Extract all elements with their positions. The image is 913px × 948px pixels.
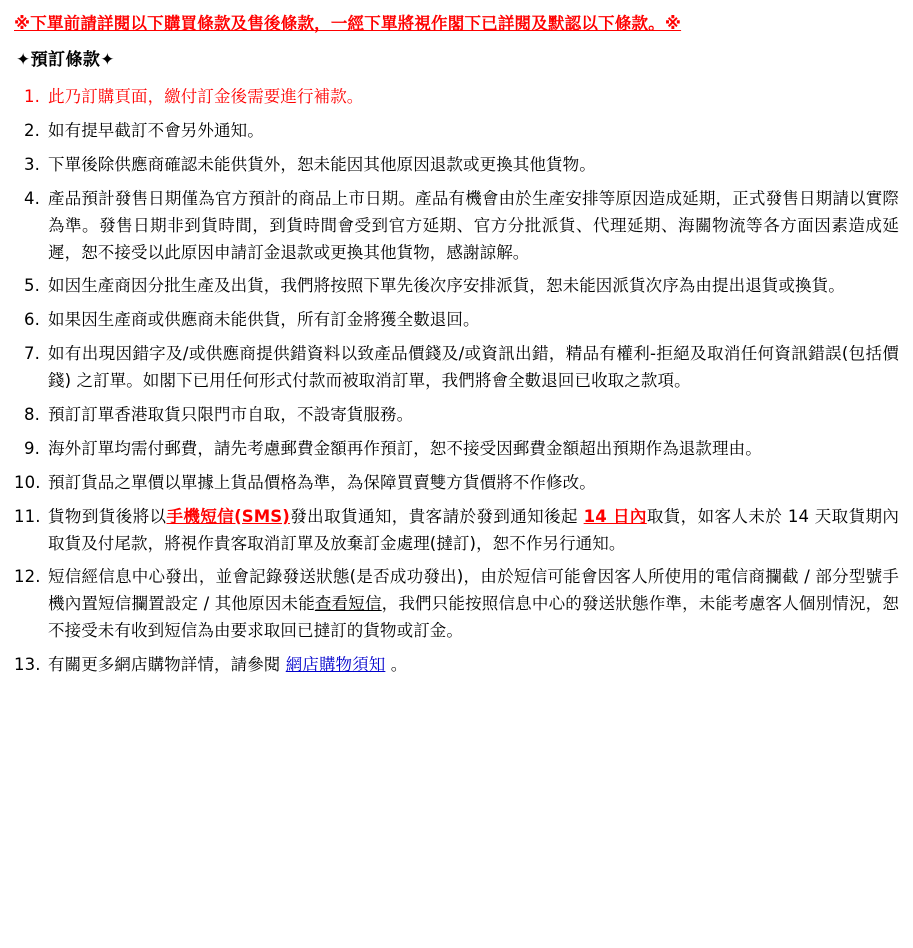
term-item-1 — [14, 84, 899, 111]
term-item-7 — [14, 341, 899, 395]
bottom-spacer — [14, 686, 899, 694]
term-number: 9. — [24, 438, 40, 458]
term-text: 預訂訂單香港取貨只限門市自取，不設寄貨服務。 — [48, 405, 414, 424]
term-number: 6. — [24, 310, 40, 330]
term-number: 13. — [14, 655, 41, 675]
section-title-preorder-terms: ✦預訂條款✦ — [16, 50, 115, 71]
term-item-9 — [14, 436, 899, 463]
term-item-13 — [14, 652, 899, 679]
term-item-10 — [14, 470, 899, 497]
term-text-after: ，我們只能按照信息中心的發送狀態作準，未能考慮客人個別情況，恕不接受未有收到短信為由要求取回已撻訂的貨物或訂金。 — [48, 594, 899, 641]
term-number: 4. — [24, 188, 40, 208]
top-warning-banner: ※下單前請詳閱以下購買條款及售後條款，一經下單將視作閣下已詳閱及默認以下條款。※ — [14, 14, 682, 33]
term-text-after: 。 — [385, 655, 408, 675]
sms-highlight: 手機短信(SMS) — [166, 506, 290, 526]
term-item-12 — [14, 564, 899, 645]
term-text: 產品預計發售日期僅為官方預計的商品上市日期。產品有機會由於生產安排等原因造成延期，正式發售日期請以實際為準。發售日期非到貨時間，到貨時間會受到官方延期、官方分批派貨、代理延期、海關物流等各方面因素造成延遲，恕不接受以此原因申請訂金退款或更換其他貨物，感謝諒解。 — [48, 188, 899, 262]
term-item-5 — [14, 273, 899, 300]
term-number: 3. — [24, 154, 40, 174]
term-number: 10. — [14, 472, 41, 492]
term-item-6 — [14, 307, 899, 334]
shop-notice-link[interactable]: 網店購物須知 — [285, 655, 386, 675]
term-item-8 — [14, 402, 899, 429]
term-number: 5. — [24, 276, 40, 296]
terms-list — [14, 84, 899, 679]
term-number: 7. — [24, 344, 40, 364]
term-text: 預訂貨品之單價以單據上貨品價格為準，為保障買賣雙方貨價將不作修改。 — [48, 472, 596, 492]
term-text: 海外訂單均需付郵費，請先考慮郵費金額再作預訂，恕不接受因郵費金額超出預期作為退款理由。 — [48, 438, 762, 458]
term-item-3 — [14, 152, 899, 179]
term-number: 8. — [24, 405, 40, 424]
term-text: 如有出現因錯字及/或供應商提供錯資料以致產品價錢及/或資訊出錯，精品有權利-拒絕及取消任何資訊錯誤(包括價錢) 之訂單。如閣下已用任何形式付款而被取消訂單，我們將會全數退回已收取之款項。 — [48, 344, 899, 391]
pickup-deadline-highlight: 14 日內 — [583, 506, 647, 526]
term-text-before: 貨物到貨後將以 — [48, 506, 167, 526]
term-text-before: 短信經信息中心發出，並會記錄發送狀態(是否成功發出)，由於短信可能會因客人所使用的電信商攔截 / 部分型號手機內置短信攔置設定 / 其他原因未能 — [48, 567, 899, 614]
term-text-after: 取貨，如客人未於 14 天取貨期內取貨及付尾款，將視作貴客取消訂單及放棄訂金處理(撻訂)，恕不作另行通知。 — [48, 506, 900, 553]
term-number: 11. — [14, 506, 41, 526]
term-text: 如果因生產商或供應商未能供貨，所有訂金將獲全數退回。 — [48, 310, 480, 330]
term-item-11 — [14, 504, 899, 558]
term-text: 如因生產商因分批生產及出貨，我們將按照下單先後次序安排派貨，恕未能因派貨次序為由提出退貨或換貨。 — [48, 276, 845, 296]
term-item-4 — [14, 186, 899, 267]
term-text-before: 有關更多網店購物詳情，請參閱 — [48, 655, 286, 675]
term-text: 此乃訂購頁面，繳付訂金後需要進行補款。 — [48, 87, 364, 107]
term-number: 12. — [14, 567, 41, 587]
term-item-2 — [14, 118, 899, 145]
term-number: 1. — [24, 87, 40, 107]
term-text-middle: 發出取貨通知，貴客請於發到通知後起 — [289, 506, 584, 526]
term-text: 如有提早截訂不會另外通知。 — [48, 120, 264, 140]
term-number: 2. — [24, 120, 40, 140]
term-text: 下單後除供應商確認未能供貨外，恕未能因其他原因退款或更換其他貨物。 — [48, 154, 596, 174]
view-sms-underline: 查看短信 — [314, 594, 382, 614]
